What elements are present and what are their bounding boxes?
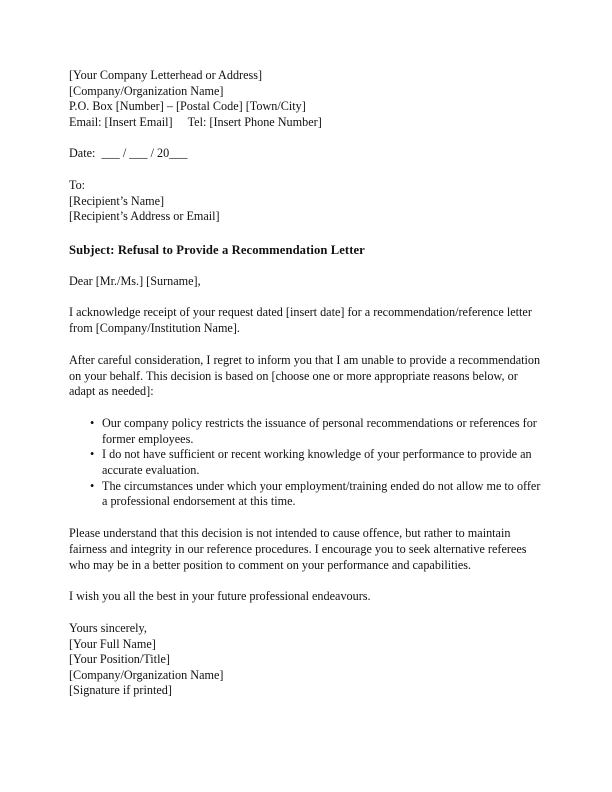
closing-salutation: Yours sincerely, [69, 621, 147, 635]
bullet-icon: • [90, 447, 95, 462]
spacer-after-paragraph-2 [69, 400, 541, 416]
paragraph-well-wishes: I wish you all the best in your future professional endeavours. [69, 589, 371, 604]
date-line: Date: ___ / ___ / 20___ [69, 146, 188, 161]
sender-po-box-line: P.O. Box [Number] – [Postal Code] [Town/City] [69, 99, 306, 114]
reason-text: The circumstances under which your employment/training ended do not allow me to offer a professional endorsement at this time. [102, 478, 541, 509]
paragraph-understanding: Please understand that this decision is not intended to cause offence, but rather to maintain fairness and integrity in our reference procedures. I encourage you to seek alternative referees who may be in a better position to comment on your performance and capabilities. [69, 526, 527, 572]
reasons-list [69, 416, 541, 510]
spacer-after-salutation [69, 289, 541, 305]
list-item [69, 447, 541, 478]
recipient-to-label: To: [69, 177, 86, 192]
sender-letterhead-line: [Your Company Letterhead or Address] [69, 68, 263, 82]
letter-body [69, 68, 541, 699]
recipient-name-line: [Recipient’s Name] [69, 193, 165, 208]
sender-organization-line: [Company/Organization Name] [69, 83, 224, 98]
reason-text: I do not have sufficient or recent working knowledge of your performance to provide an accurate evaluation. [102, 447, 532, 478]
salutation-line: Dear [Mr./Ms.] [Surname], [69, 273, 201, 288]
subject-line: Subject: Refusal to Provide a Recommendation Letter [69, 242, 365, 257]
spacer-after-sender [69, 130, 541, 146]
signer-name-line: [Your Full Name] [69, 636, 156, 651]
sender-email-label: Email: [Insert Email] [69, 114, 173, 129]
spacer-after-paragraph-1 [69, 337, 541, 353]
signature-block [69, 621, 541, 699]
signer-position-line: [Your Position/Title] [69, 652, 170, 667]
recipient-address-block [69, 178, 541, 225]
spacer-after-paragraph-3 [69, 573, 541, 589]
recipient-address-line: [Recipient’s Address or Email] [69, 209, 220, 224]
spacer-after-date [69, 162, 541, 178]
bullet-icon: • [90, 415, 95, 430]
list-item [69, 416, 541, 447]
paragraph-refusal: After careful consideration, I regret to inform you that I am unable to provide a recommendation on your behalf. This decision is based on [choose one or more appropriate reasons below, or adapt as needed]: [69, 352, 541, 399]
sender-tel-label: Tel: [Insert Phone Number] [187, 114, 322, 129]
signature-placeholder-line: [Signature if printed] [69, 683, 172, 698]
spacer-after-recipient [69, 225, 541, 242]
sender-contact-line [69, 115, 541, 131]
signer-organization-line: [Company/Organization Name] [69, 667, 224, 682]
reason-text: Our company policy restricts the issuance of personal recommendations or references for former employees. [102, 415, 537, 446]
paragraph-acknowledgement: I acknowledge receipt of your request dated [insert date] for a recommendation/reference letter from [Company/Institution Name]. [69, 305, 532, 336]
sender-address-block [69, 68, 541, 130]
spacer-after-subject [69, 258, 541, 274]
spacer-after-reasons [69, 510, 541, 526]
bullet-icon: • [90, 478, 95, 493]
spacer-after-paragraph-4 [69, 605, 541, 621]
list-item [69, 479, 541, 510]
